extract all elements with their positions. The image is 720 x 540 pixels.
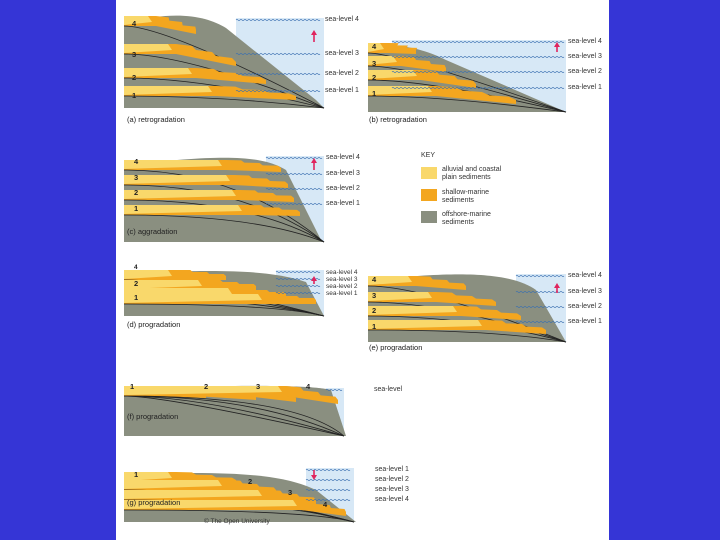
panel-c-sea-level-3: sea-level 3 — [326, 170, 360, 177]
panel-d-sea-level-4: sea-level 4 — [326, 269, 358, 276]
stratigraphy-diagrams — [116, 0, 609, 540]
panel-c-unit-1: 1 — [134, 204, 139, 213]
panel-b-caption: (b) retrogradation — [369, 115, 427, 124]
panel-b-sea-level-4: sea-level 4 — [568, 38, 602, 45]
panel-a-unit-4: 4 — [132, 19, 137, 28]
panel-c-sea-level-4: sea-level 4 — [326, 154, 360, 161]
panel-c-unit-2: 2 — [134, 188, 139, 197]
panel-e-unit-4: 4 — [372, 275, 377, 284]
panel-g-unit-4: 4 — [323, 500, 328, 509]
panel-a-sea-level-1: sea-level 1 — [325, 87, 359, 94]
panel-e-unit-3: 3 — [372, 291, 377, 300]
panel-b-sea-level-2: sea-level 2 — [568, 68, 602, 75]
panel-d-unit-1: 1 — [134, 293, 139, 302]
panel-b-unit-2: 2 — [372, 73, 377, 82]
key-label-shallow: shallow-marine sediments — [442, 189, 490, 204]
panel-e-unit-2: 2 — [372, 306, 377, 315]
panel-a-sea-level-2: sea-level 2 — [325, 70, 359, 77]
panel-d-sea-level-1: sea-level 1 — [326, 290, 358, 297]
panel-a-unit-1: 1 — [132, 91, 137, 100]
panel-b-sea-level-1: sea-level 1 — [568, 84, 602, 91]
panel-g-sea-level-2: sea-level 2 — [375, 476, 409, 483]
panel-f-unit-1: 1 — [130, 382, 135, 391]
panel-e-sea-level-2: sea-level 2 — [568, 303, 602, 310]
panel-e-unit-1: 1 — [372, 322, 377, 331]
panel-f-unit-4: 4 — [306, 382, 311, 391]
panel-a-unit-2: 2 — [132, 73, 137, 82]
panel-c-caption: (c) aggradation — [127, 227, 178, 236]
panel-g-caption: (g) progradation — [127, 498, 181, 507]
panel-b-unit-1: 1 — [372, 89, 377, 98]
panel-f-unit-3: 3 — [256, 382, 261, 391]
panel-e-sea-level-3: sea-level 3 — [568, 288, 602, 295]
panel-c-unit-4: 4 — [134, 157, 139, 166]
panel-c-sea-level-2: sea-level 2 — [326, 185, 360, 192]
panel-d-sea-level-2: sea-level 2 — [326, 283, 358, 290]
panel-d-unit-2: 2 — [134, 279, 139, 288]
panel-e-sea-level-4: sea-level 4 — [568, 272, 602, 279]
panel-b-unit-3: 3 — [372, 59, 377, 68]
panel-g-unit-1: 1 — [134, 470, 139, 479]
panel-g-unit-3: 3 — [288, 488, 293, 497]
panel-d-sea-level-3: sea-level 3 — [326, 276, 358, 283]
panel-c-unit-3: 3 — [134, 173, 139, 182]
figure-sheet — [116, 0, 609, 540]
key-swatch-alluvial — [421, 167, 437, 179]
panel-f-caption: (f) progradation — [127, 412, 179, 421]
panel-g-unit-2: 2 — [248, 477, 253, 486]
panel-a-sea-level-4: sea-level 4 — [325, 16, 359, 23]
key-label-alluvial: alluvial and coastal plain sediments — [442, 166, 502, 181]
panel-g-sea-level-4: sea-level 4 — [375, 496, 409, 503]
panel-d-caption: (d) progradation — [127, 320, 181, 329]
panel-a-caption: (a) retrogradation — [127, 115, 185, 124]
key-swatch-offshore — [421, 211, 437, 223]
key-title: KEY — [421, 152, 436, 159]
panel-d-unit-4: 4 — [134, 264, 138, 271]
panel-e-sea-level-1: sea-level 1 — [568, 318, 602, 325]
panel-g-sea-level-3: sea-level 3 — [375, 486, 409, 493]
panel-f-unit-2: 2 — [204, 382, 209, 391]
panel-f-sea-level: sea-level — [374, 386, 403, 393]
key-swatch-shallow — [421, 189, 437, 201]
panel-a-unit-3: 3 — [132, 50, 137, 59]
panel-g-sea-level-1: sea-level 1 — [375, 466, 409, 473]
key-label-offshore: offshore-marine sediments — [442, 211, 491, 226]
copyright-note: © The Open University — [204, 518, 270, 525]
panel-b-unit-4: 4 — [372, 42, 377, 51]
panel-b-sea-level-3: sea-level 3 — [568, 53, 602, 60]
panel-a-sea-level-3: sea-level 3 — [325, 50, 359, 57]
panel-e-caption: (e) progradation — [369, 343, 423, 352]
panel-c-sea-level-1: sea-level 1 — [326, 200, 360, 207]
